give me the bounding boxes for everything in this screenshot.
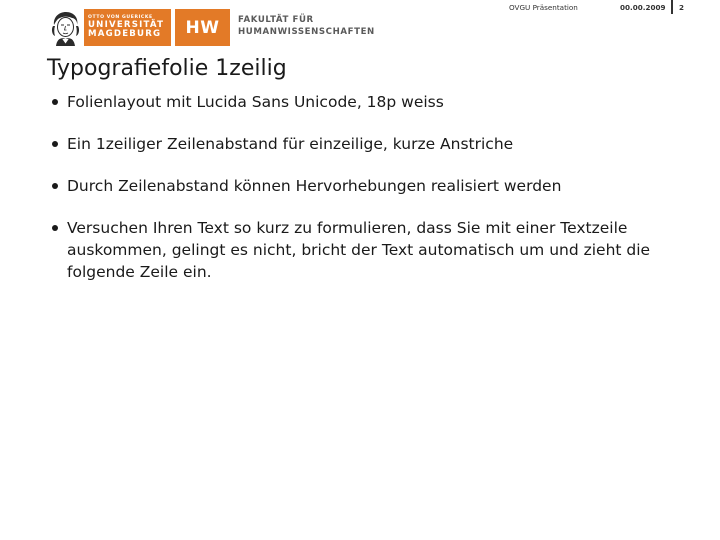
bullet-item [47,175,677,197]
faculty-name-line-2: HUMANWISSENSCHAFTEN [238,27,375,37]
bullet-dot-icon [52,183,58,189]
faculty-name [238,14,375,38]
bullet-list [47,91,677,303]
faculty-logo: HW [175,9,230,46]
page-number: 2 [679,3,685,12]
bullet-text: Folienlayout mit Lucida Sans Unicode, 18p weiss [67,93,444,111]
slide-title: Typografiefolie 1zeilig [47,56,287,81]
bullet-dot-icon [52,99,58,105]
presentation-label: OVGU Präsentation [509,3,578,12]
university-name [84,16,164,39]
presentation-date: 00.00.2009 [620,3,666,12]
university-name-line-3: MAGDEBURG [88,28,162,39]
university-name-line-2: UNIVERSITÄT [88,19,165,30]
portrait-icon [47,9,84,46]
faculty-name-line-1: FAKULTÄT FÜR [238,15,314,25]
bullet-text: Durch Zeilenabstand können Hervorhebungen realisiert werden [67,177,562,195]
bullet-item [47,133,677,155]
bullet-dot-icon [52,225,58,231]
bullet-dot-icon [52,141,58,147]
bullet-item [47,217,677,283]
university-logo [47,9,171,46]
bullet-item [47,91,677,113]
bullet-text: Versuchen Ihren Text so kurz zu formulieren, dass Sie mit einer Textzeile auskommen, gelingt es nicht, bricht der Text automatisch um und zieht die folgende Zeile ein. [67,219,651,281]
bullet-text: Ein 1zeiliger Zeilenabstand für einzeilige, kurze Anstriche [67,135,514,153]
university-name-line-1: OTTO VON GUERICKE [88,15,153,21]
header-divider [671,0,673,14]
